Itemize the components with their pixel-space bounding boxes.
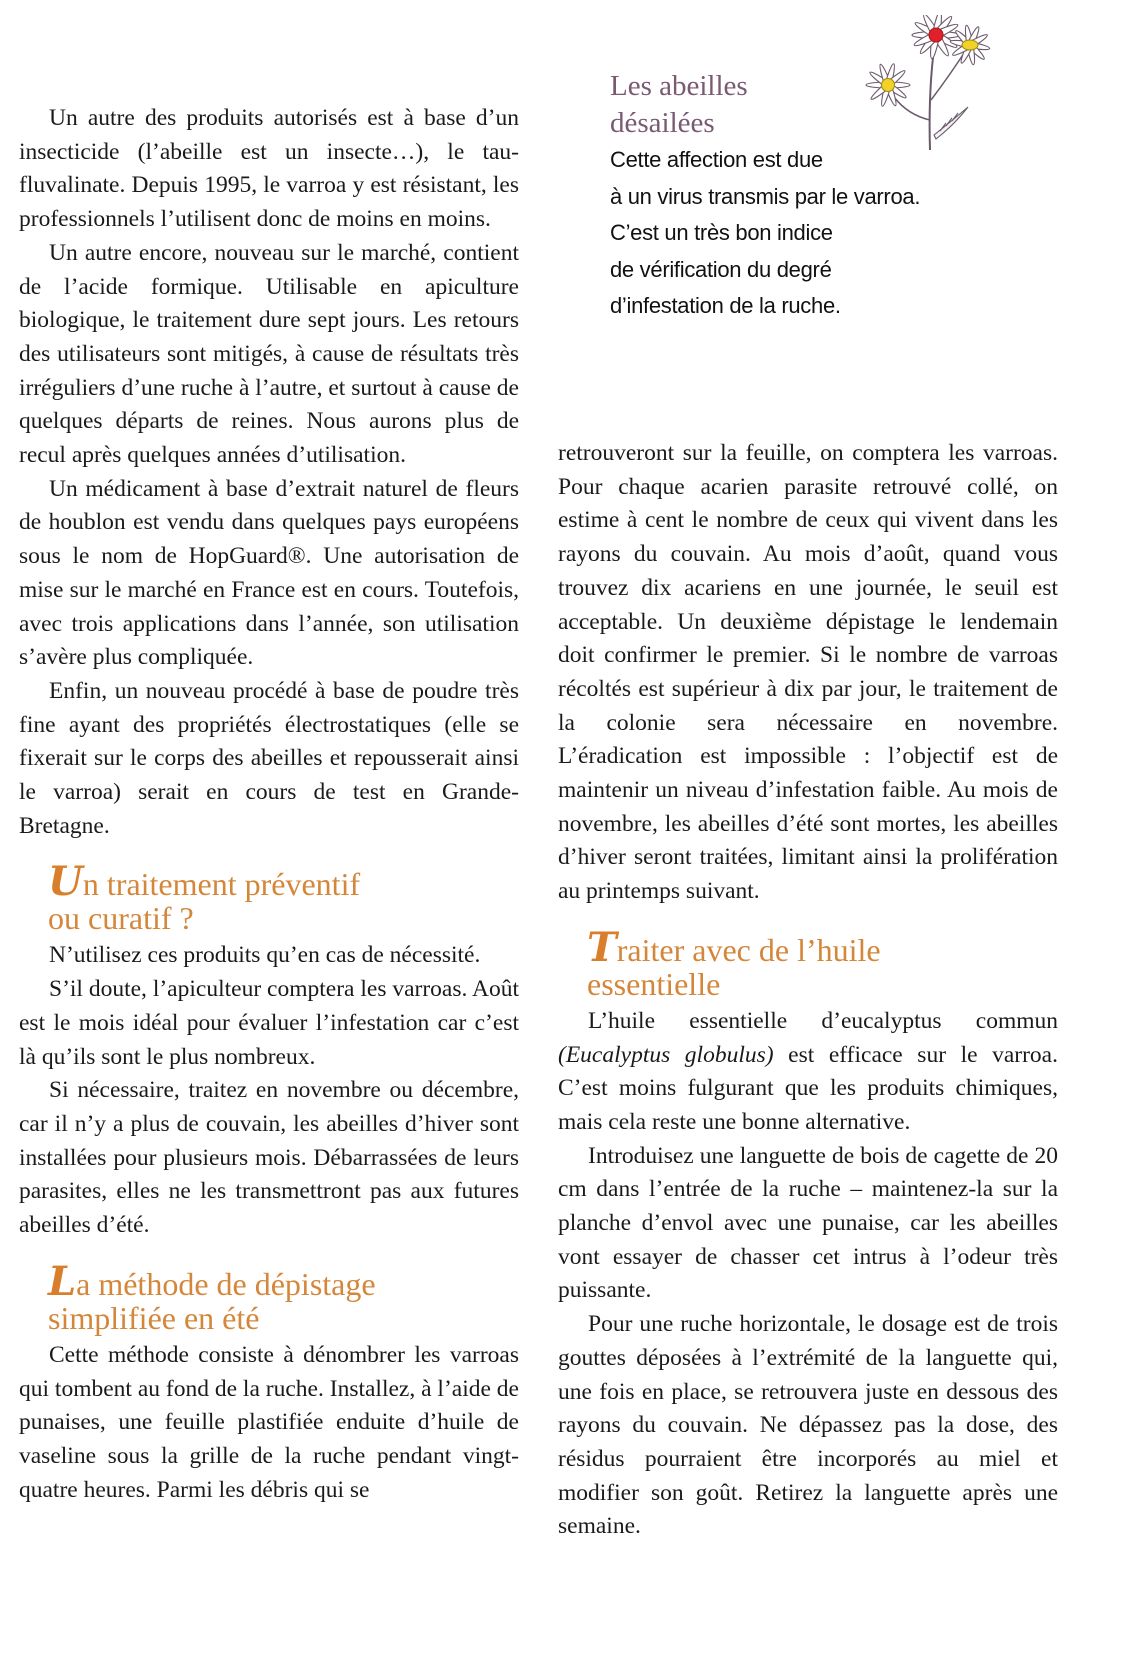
paragraph: Enfin, un nouveau procédé à base de poudre très fine ayant des propriétés électrostatiques (elle se fixerait sur le corps des abeilles et repousserait ainsi le varroa) serait en cours de test en Grande-Bretagne. [19, 677, 519, 839]
heading-text: a méthode de dépistage [76, 1265, 376, 1302]
paragraph: Un autre encore, nouveau sur le marché, contient de l’acide formique. Utilisable en apiculture biologique, le traitement dure sept jours. Les retours des utilisateurs sont mitigés, à cause de résultats très irréguliers d’une ruche à l’autre, et surtout à cause de quelques départs de reines. Nous aurons plus de recul après quelques années d’utilisation. [19, 239, 519, 469]
sidebar-line: d’infestation de la ruche. [610, 293, 841, 318]
right-column [558, 437, 1058, 1544]
heading-text: essentielle [587, 965, 721, 1002]
sidebar-line: de vérification du degré [610, 256, 832, 282]
paragraph: retrouveront sur la feuille, on comptera les varroas. Pour chaque acarien parasite retrouvé collé, on estime à cent le nombre de ceux qui vivent dans les rayons du couvain. Au mois d’août, quand vous trouvez dix acariens en une journée, le seuil est acceptable. Un deuxième dépistage le lendemain doit confirmer le premier. Si le nombre de varroas récoltés est supérieur à dix par jour, le traitement de la colonie sera nécessaire en novembre. L’éradication est impossible : l’objectif est de maintenir un niveau d’infestation faible. Au mois de novembre, les abeilles d’été sont mortes, les abeilles d’hiver seront traitées, limitant ainsi la prolifération au printemps suivant. [558, 440, 1058, 905]
sidebar-body [610, 142, 1030, 325]
daisy-flowers-icon [858, 15, 1003, 155]
paragraph: Cette méthode consiste à dénombrer les varroas qui tombent au fond de la ruche. Installez, à l’aide de punaises, une feuille plastifiée enduite d’huile de vaseline sous la grille de la ruche pendant vingt-quatre heures. Parmi les débris qui se [19, 1341, 519, 1503]
paragraph: Pour une ruche horizontale, le dosage est de trois gouttes déposées à l’extrémité de la languette qui, une fois en place, se retrouvera juste en dessous des rayons du couvain. Ne dépassez pas la dose, des résidus pourraient être incorporés au miel et modifier son goût. Retirez la languette après une semaine. [558, 1311, 1058, 1540]
section-heading-huile [587, 923, 1058, 1002]
heading-text: n traitement préventif [82, 866, 361, 903]
paragraph: Un autre des produits autorisés est à base d’un insecticide (l’abeille est un insecte…), le tau-fluvalinate. Depuis 1995, le varroa y est résistant, les professionnels l’utilisent donc de moins en moins. [19, 105, 519, 233]
sidebar-title-line2: désailées [610, 107, 715, 139]
left-column [19, 102, 519, 1507]
paragraph: Si nécessaire, traitez en novembre ou décembre, car il n’y a plus de couvain, les abeilles d’hiver sont installées pour plusieurs mois. Débarrassées de leurs parasites, elles ne les transmettront pas aux futures abeilles d’été. [19, 1077, 519, 1239]
paragraph: N’utilisez ces produits qu’en cas de nécessité. [49, 942, 481, 969]
sidebar-title-line1: Les abeilles [610, 70, 748, 102]
paragraph: Un médicament à base d’extrait naturel de fleurs de houblon est vendu dans quelques pays européens sous le nom de HopGuard®. Une autorisation de mise sur le marché en France est en cours. Toutefois, avec trois applications dans l’année, son utilisation s’avère plus compliquée. [19, 475, 519, 671]
section-heading-preventif [48, 858, 519, 937]
text-run: L’huile essentielle d’eucalyptus commun [588, 1007, 1058, 1034]
dropcap: T [587, 923, 617, 971]
sidebar-line: C’est un très bon indice [610, 220, 833, 245]
sidebar-line: Cette affection est due [610, 147, 823, 172]
section-heading-depistage [48, 1257, 519, 1336]
dropcap: U [48, 858, 83, 906]
heading-text: raiter avec de l’huile [616, 931, 881, 968]
dropcap: L [48, 1257, 77, 1305]
paragraph: Introduisez une languette de bois de cagette de 20 cm dans l’entrée de la ruche – maintenez-la sur la planche d’envol avec une punaise, car les abeilles vont essayer de chasser cet intrus à l’odeur très puissante. [558, 1142, 1058, 1304]
species-name: (Eucalyptus globulus) [558, 1041, 774, 1068]
paragraph [558, 1005, 1058, 1140]
heading-text: simplifiée en été [48, 1299, 260, 1336]
heading-text: ou curatif ? [48, 900, 194, 937]
text-run: est efficace sur le varroa. C’est moins fulgurant que les produits chimiques, mais cela reste une bonne alternative. [558, 1041, 1058, 1135]
sidebar-line: à un virus transmis par le varroa. [610, 183, 921, 209]
paragraph: S’il doute, l’apiculteur comptera les varroas. Août est le mois idéal pour évaluer l’infestation car c’est là qu’ils sont le plus nombreux. [19, 976, 519, 1070]
